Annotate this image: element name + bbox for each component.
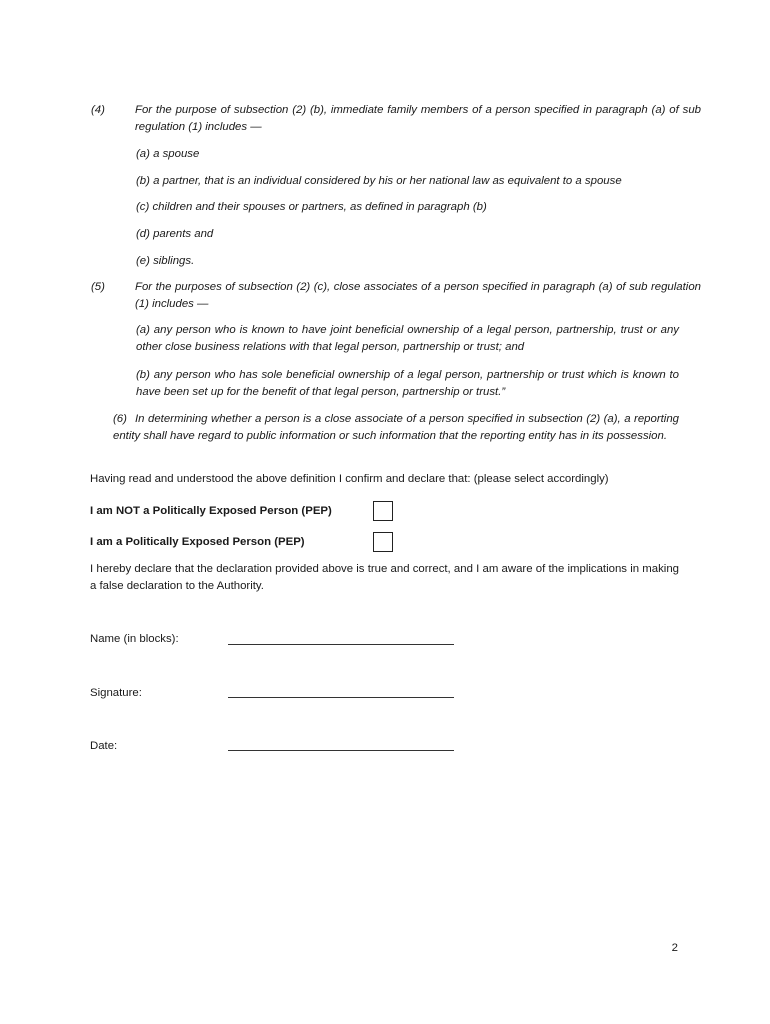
paragraph-6-number: (6) bbox=[113, 413, 127, 425]
paragraph-6 bbox=[113, 411, 679, 445]
date-field-label: Date: bbox=[90, 740, 118, 752]
paragraph-5-item-a: (a) any person who is known to have joint beneficial ownership of a legal person, partnership, trust or any other close business relations with that legal person, partnership or trust; and bbox=[136, 324, 679, 353]
pep-checkbox[interactable] bbox=[373, 532, 393, 552]
name-field-line[interactable] bbox=[228, 644, 454, 645]
name-field-label: Name (in blocks): bbox=[90, 633, 179, 645]
paragraph-4 bbox=[91, 102, 701, 136]
paragraph-5-item-b: (b) any person who has sole beneficial ownership of a legal person, partnership or trust which is known to have been set up for the benefit of that legal person, partnership or trust.” bbox=[136, 369, 679, 398]
paragraph-4-number: (4) bbox=[91, 104, 105, 116]
paragraph-4-item-d: (d) parents and bbox=[136, 228, 214, 240]
paragraph-6-text: In determining whether a person is a close associate of a person specified in subsection (2) (a), a reporting entity shall have regard to public information or such information that the reporting entity has in its possession. bbox=[113, 413, 679, 442]
paragraph-4-text: For the purpose of subsection (2) (b), immediate family members of a person specified in paragraph (a) of sub regulation (1) includes — bbox=[135, 104, 701, 133]
signature-field-line[interactable] bbox=[228, 697, 454, 698]
paragraph-5 bbox=[91, 279, 701, 313]
date-field-line[interactable] bbox=[228, 750, 454, 751]
confirm-intro: Having read and understood the above definition I confirm and declare that: (please select accordingly) bbox=[90, 473, 609, 485]
not-pep-checkbox[interactable] bbox=[373, 501, 393, 521]
paragraph-4-item-a: (a) a spouse bbox=[136, 148, 200, 160]
paragraph-5-number: (5) bbox=[91, 281, 105, 293]
signature-field-label: Signature: bbox=[90, 687, 142, 699]
paragraph-4-item-c: (c) children and their spouses or partners, as defined in paragraph (b) bbox=[136, 201, 487, 213]
option-pep-label: I am a Politically Exposed Person (PEP) bbox=[90, 536, 305, 548]
paragraph-5-text: For the purposes of subsection (2) (c), close associates of a person specified in paragraph (a) of sub regulation (1) includes — bbox=[135, 281, 701, 310]
paragraph-4-item-e: (e) siblings. bbox=[136, 255, 195, 267]
option-not-pep-label: I am NOT a Politically Exposed Person (PEP) bbox=[90, 505, 332, 517]
declaration-text: I hereby declare that the declaration provided above is true and correct, and I am aware of the implications in making a false declaration to the Authority. bbox=[90, 563, 679, 592]
page-number: 2 bbox=[671, 942, 678, 954]
paragraph-4-item-b: (b) a partner, that is an individual considered by his or her national law as equivalent to a spouse bbox=[136, 175, 622, 187]
